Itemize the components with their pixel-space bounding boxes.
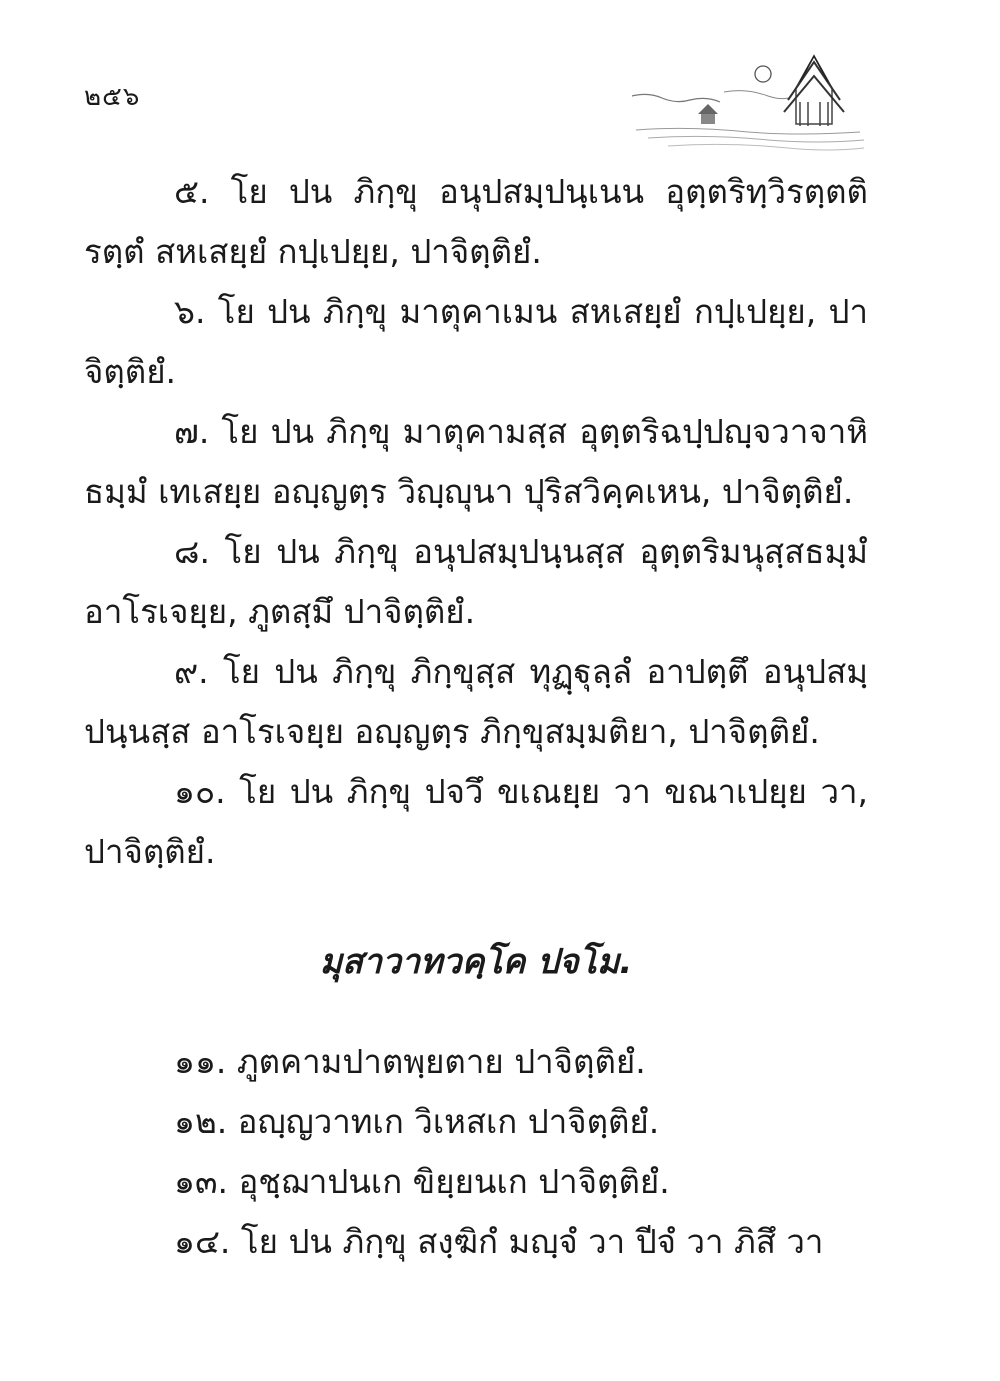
rule-paragraph: ๑๐. โย ปน ภิกฺขุ ปจวึ ขเณยฺย วา ขณาเปยฺย วา, ปาจิตฺติยํ. xyxy=(84,772,868,871)
rules-list xyxy=(84,162,868,882)
section-heading: มุสาวาทวคฺโค ปจโม. xyxy=(319,942,633,982)
rule-line: ๑๑. ภูตคามปาตพฺยตาย ปาจิตฺติยํ. xyxy=(174,1042,646,1081)
temple-landscape-icon xyxy=(628,52,868,160)
rule-paragraph: ๖. โย ปน ภิกฺขุ มาตุคาเมน สหเสยฺยํ กปฺเปยฺย, ปาจิตฺติยํ. xyxy=(84,292,868,391)
rule-line: ๑๔. โย ปน ภิกฺขุ สงฺฆิกํ มญฺจํ วา ปีจํ วา ภิสึ วา xyxy=(174,1222,824,1261)
page-number: ๒๕๖ xyxy=(84,82,141,112)
rule-paragraph: ๗. โย ปน ภิกฺขุ มาตุคามสฺส อุตฺตริฉปฺปญฺจวาจาหิ ธมฺมํ เทเสยฺย อญฺญตฺร วิญฺญุนา ปุริสวิคฺคเหน, ปาจิตฺติยํ. xyxy=(84,412,868,511)
rule-paragraph: ๕. โย ปน ภิกฺขุ อนุปสมฺปนฺเนน อุตฺตริทฺวิรตฺตติรตฺตํ สหเสยฺยํ กปฺเปยฺย, ปาจิตฺติยํ. xyxy=(84,172,868,271)
rule-paragraph: ๘. โย ปน ภิกฺขุ อนุปสมฺปนฺนสฺส อุตฺตริมนุสฺสธมฺมํ อาโรเจยฺย, ภูตสฺมึ ปาจิตฺติยํ. xyxy=(84,532,868,631)
rule-line: ๑๒. อญฺญวาทเก วิเหสเก ปาจิตฺติยํ. xyxy=(174,1102,660,1141)
rule-paragraph: ๙. โย ปน ภิกฺขุ ภิกฺขุสฺส ทุฏฺฐุลฺลํ อาปตฺตึ อนุปสมฺปนฺนสฺส อาโรเจยฺย อญฺญตฺร ภิกฺขุสมฺมติยา, ปาจิตฺติยํ. xyxy=(84,652,868,751)
rule-line: ๑๓. อุชฺฌาปนเก ขิยฺยนเก ปาจิตฺติยํ. xyxy=(174,1162,670,1201)
temple-landscape-drawing xyxy=(628,52,868,160)
items-list xyxy=(84,1032,868,1272)
